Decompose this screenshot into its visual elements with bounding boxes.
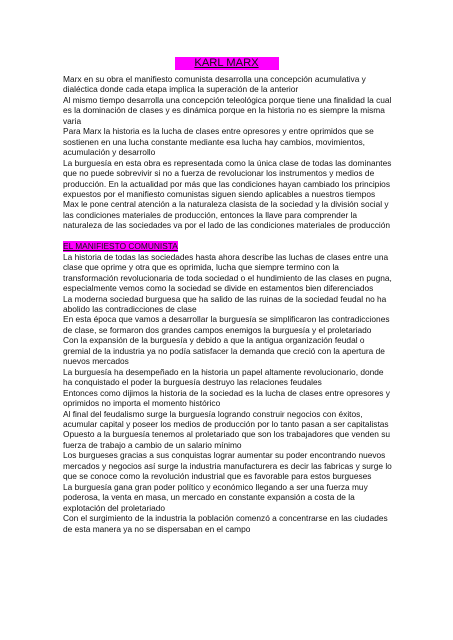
document-body	[63, 74, 393, 534]
intro-paragraph-2: Al mismo tiempo desarrolla una concepción teleológica porque tiene una finalidad la cual es la dominación de clases y es dinámica porque en la historia no es siempre la misma varia	[63, 94, 392, 126]
section-paragraph-3: En esta época que vamos a desarrollar la burguesía se simplificaron las contradicciones de clase, se formaron dos grandes campos enemigos la burguesía y el proletariado	[63, 314, 390, 335]
section-paragraph-4: Con la expansión de la burguesía y debido a que la antigua organización feudal o gremial de la industria ya no podía satisfacer la demanda que creció con la apertura de nuevos mercados	[63, 335, 385, 367]
section-heading: EL MANIFIESTO COMUNISTA	[63, 241, 178, 252]
intro-paragraph-5: Max le pone central atención a la naturaleza clasista de la sociedad y la división social y las condiciones materiales de producción, entonces la llave para comprender la naturaleza de las sociedades va por el lado de las condiciones materiales de producción	[63, 199, 390, 231]
section-spacer	[63, 231, 393, 242]
intro-paragraph-4: La burguesía en esta obra es representada como la única clase de todas las dominantes que no puede sobrevivir si no a fuerza de revolucionar los instrumentos y medios de producción. En la actualidad por más que las condiciones hayan cambiado los principios expuestos por el manifiesto comunistas siguen siendo aplicables a nuestros tiempos	[63, 157, 392, 199]
section-paragraph-2: La moderna sociedad burguesa que ha salido de las ruinas de la sociedad feudal no ha abolido las contradicciones de clase	[63, 293, 387, 315]
section-paragraph-6: Entonces como dijimos la historia de la sociedad es la lucha de clases entre opresores y oprimidos no importa el momento histórico	[63, 387, 390, 409]
title-container	[0, 53, 453, 71]
section-paragraph-11: Con el surgimiento de la industria la población comenzó a concentrarse en las ciudades de esta manera ya no se dispersaban en el campo	[63, 513, 388, 534]
intro-paragraph-3: Para Marx la historia es la lucha de clases entre opresores y entre oprimidos que se sostienen en una lucha constante mediante esa lucha hay cambios, movimientos, acumulación y desarrollo	[63, 126, 374, 158]
section-paragraph-10: La burguesía gana gran poder político y económico llegando a ser una fuerza muy poderosa, la venta en masa, un mercado en constante expansión a costa de la explotación del proletariado	[63, 481, 368, 513]
section-paragraph-5: La burguesía ha desempeñado en la historia un papel altamente revolucionario, donde ha conquistado el poder la burguesía destruyo las relaciones feudales	[63, 366, 384, 388]
section-paragraph-8: Opuesto a la burguesía tenemos al proletariado que son los trabajadores que venden su fuerza de trabajo a cambio de un salario mínimo	[63, 429, 391, 450]
intro-paragraph-1: Marx en su obra el manifiesto comunista desarrolla una concepción acumulativa y dialéctica donde cada etapa implica la superación de la anterior	[63, 74, 366, 95]
document-title: KARL MARX	[175, 57, 279, 70]
section-paragraph-7: Al final del feudalismo surge la burguesía logrando construir negocios con éxitos, acumular capital y poseer los medios de producción por lo tanto pasan a ser capitalistas	[63, 408, 389, 429]
section-paragraph-1: La historia de todas las sociedades hasta ahora describe las luchas de clases entre una clase que oprime y otra que es oprimida, lucha que siempre termino con la transformación revolucionaria de toda sociedad o el hundimiento de las clases en pugna, especialmente vemos como la sociedad se divide en estamentos bien diferenciados	[63, 251, 392, 294]
section-paragraph-9: Los burgueses gracias a sus conquistas lograr aumentar su poder encontrando nuevos mercados y negocios así surge la industria manufacturera es decir las fabricas y surge lo que se conoce como la revolución industrial que es favorable para estos burgueses	[63, 450, 392, 482]
